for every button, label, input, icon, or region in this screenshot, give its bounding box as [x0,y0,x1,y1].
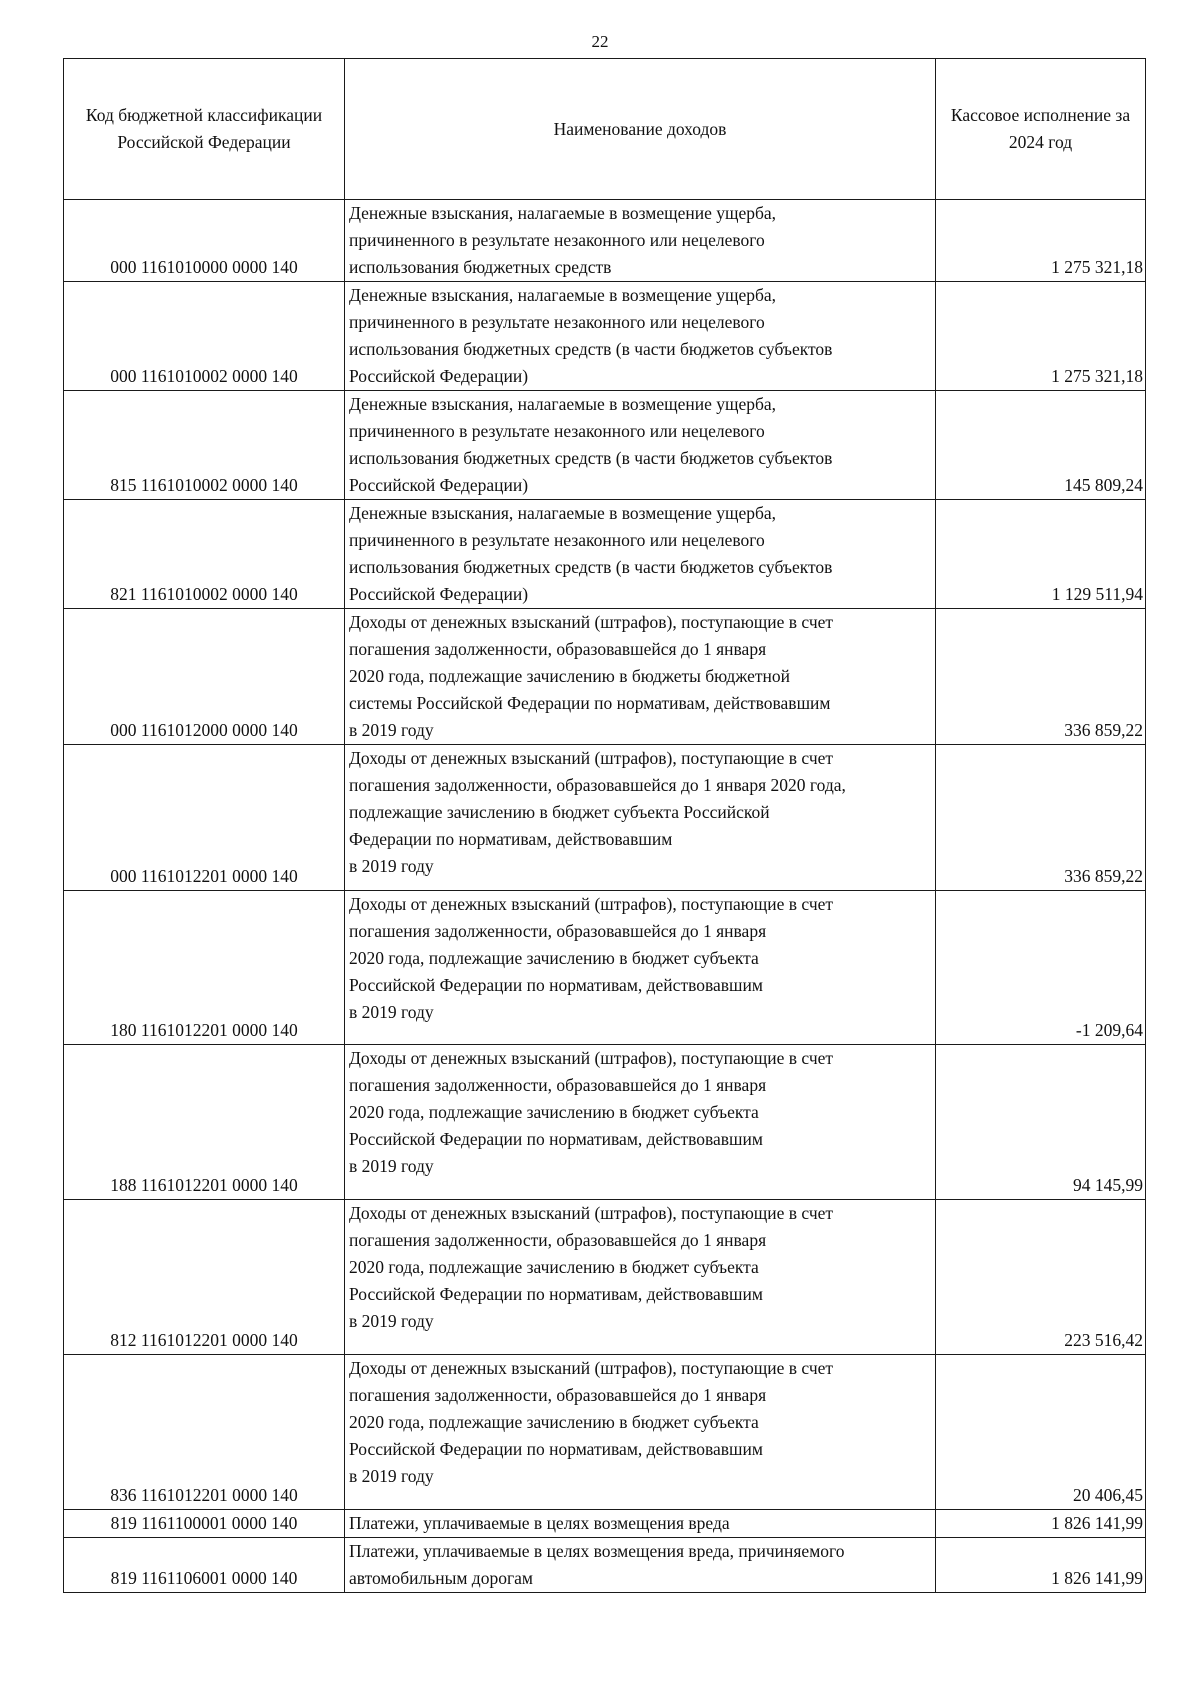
row-code: 188 1161012201 0000 140 [64,1045,345,1200]
row-amount: -1 209,64 [936,891,1146,1045]
row-code: 819 1161100001 0000 140 [64,1510,345,1538]
table-row [64,745,1146,891]
header-code: Код бюджетной классификации Российской Федерации [64,59,345,200]
row-amount: 1 129 511,94 [936,500,1146,609]
row-amount: 223 516,42 [936,1200,1146,1355]
row-name: Доходы от денежных взысканий (штрафов), поступающие в счет погашения задолженности, образовавшейся до 1 января 2020 года, подлежащие зачислению в бюджет субъекта Российской Федерации по нормативам, действовавшим в 2019 году [345,1200,936,1355]
table-row [64,1045,1146,1200]
row-name: Денежные взыскания, налагаемые в возмещение ущерба, причиненного в результате незаконного или нецелевого использования бюджетных средств (в части бюджетов субъектов Российской Федерации) [345,282,936,391]
row-name: Платежи, уплачиваемые в целях возмещения вреда [345,1510,936,1538]
table-row [64,391,1146,500]
row-code: 000 1161012201 0000 140 [64,745,345,891]
row-amount: 1 275 321,18 [936,282,1146,391]
row-amount: 1 826 141,99 [936,1510,1146,1538]
row-amount: 20 406,45 [936,1355,1146,1510]
row-name: Доходы от денежных взысканий (штрафов), поступающие в счет погашения задолженности, образовавшейся до 1 января 2020 года, подлежащие зачислению в бюджет субъекта Российской Федерации по нормативам, действовавшим в 2019 году [345,745,936,891]
row-code: 812 1161012201 0000 140 [64,1200,345,1355]
header-name: Наименование доходов [345,59,936,200]
row-code: 000 1161012000 0000 140 [64,609,345,745]
table-row [64,1538,1146,1593]
row-amount: 94 145,99 [936,1045,1146,1200]
row-code: 180 1161012201 0000 140 [64,891,345,1045]
row-name: Доходы от денежных взысканий (штрафов), поступающие в счет погашения задолженности, образовавшейся до 1 января 2020 года, подлежащие зачислению в бюджет субъекта Российской Федерации по нормативам, действовавшим в 2019 году [345,1355,936,1510]
row-name: Доходы от денежных взысканий (штрафов), поступающие в счет погашения задолженности, образовавшейся до 1 января 2020 года, подлежащие зачислению в бюджеты бюджетной системы Российской Федерации по нормативам, действовавшим в 2019 году [345,609,936,745]
page-number: 22 [591,32,609,51]
table-row [64,1510,1146,1538]
row-amount: 1 826 141,99 [936,1538,1146,1593]
row-name: Доходы от денежных взысканий (штрафов), поступающие в счет погашения задолженности, образовавшейся до 1 января 2020 года, подлежащие зачислению в бюджет субъекта Российской Федерации по нормативам, действовавшим в 2019 году [345,1045,936,1200]
header-amount: Кассовое исполнение за 2024 год [936,59,1146,200]
table-row [64,1355,1146,1510]
table-row [64,282,1146,391]
row-amount: 336 859,22 [936,745,1146,891]
row-amount: 1 275 321,18 [936,200,1146,282]
row-name: Денежные взыскания, налагаемые в возмещение ущерба, причиненного в результате незаконного или нецелевого использования бюджетных средств (в части бюджетов субъектов Российской Федерации) [345,391,936,500]
table-row [64,891,1146,1045]
row-code: 815 1161010002 0000 140 [64,391,345,500]
revenue-table [63,58,1146,1593]
row-name: Платежи, уплачиваемые в целях возмещения вреда, причиняемого автомобильным дорогам [345,1538,936,1593]
row-amount: 336 859,22 [936,609,1146,745]
table-row [64,200,1146,282]
row-code: 819 1161106001 0000 140 [64,1538,345,1593]
row-code: 836 1161012201 0000 140 [64,1355,345,1510]
table-row [64,500,1146,609]
row-name: Доходы от денежных взысканий (штрафов), поступающие в счет погашения задолженности, образовавшейся до 1 января 2020 года, подлежащие зачислению в бюджет субъекта Российской Федерации по нормативам, действовавшим в 2019 году [345,891,936,1045]
table-header-row [64,59,1146,200]
row-amount: 145 809,24 [936,391,1146,500]
row-name: Денежные взыскания, налагаемые в возмещение ущерба, причиненного в результате незаконного или нецелевого использования бюджетных средств (в части бюджетов субъектов Российской Федерации) [345,500,936,609]
table-row [64,1200,1146,1355]
table-row [64,609,1146,745]
row-code: 821 1161010002 0000 140 [64,500,345,609]
row-code: 000 1161010000 0000 140 [64,200,345,282]
row-code: 000 1161010002 0000 140 [64,282,345,391]
row-name: Денежные взыскания, налагаемые в возмещение ущерба, причиненного в результате незаконного или нецелевого использования бюджетных средств [345,200,936,282]
